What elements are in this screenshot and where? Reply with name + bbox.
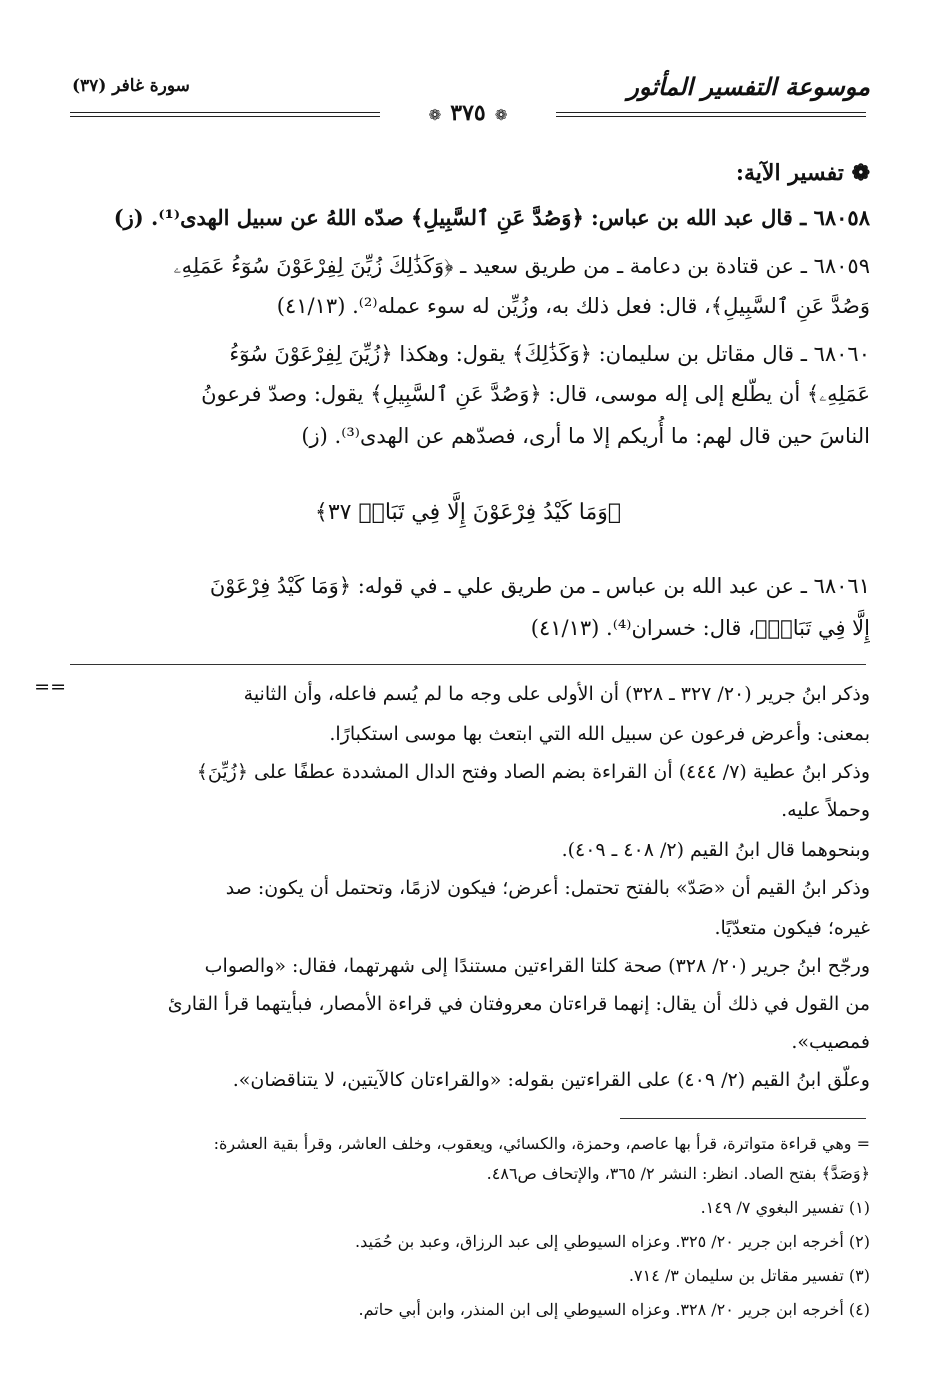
footnote-line: ﴿وَصَدَّ﴾ بفتح الصاد. انظر: النشر ٢/ ٣٦٥، والإتحاف ص٤٨٦. — [486, 1164, 870, 1183]
entry-line: عَمَلِهِۦ﴾ أن يطّلع إلى إله موسى، قال: ﴿وَصُدَّ عَنِ ٱلسَّبِيلِ﴾ يقول: وصدّ فرعونُ — [201, 382, 870, 406]
commentary-line: وذكر ابنُ عطية (٧/ ٤٤٤) أن القراءة بضم الصاد وفتح الدال المشددة عطفًا على ﴿زُيِّنَ﴾ — [196, 761, 870, 783]
commentary-line: وعلّق ابنُ القيم (٢/ ٤٠٩) على القراءتين بقوله: «والقراءتان كالآيتين، لا يتناقضان». — [232, 1069, 870, 1091]
surah-label: سورة غافر (٣٧) — [72, 76, 190, 96]
entry-line: وَصُدَّ عَنِ ٱلسَّبِيلِ﴾، قال: فعل ذلك به، وزُيِّن له سوء عمله⁽²⁾. (٤١/١٣) — [276, 294, 870, 318]
quran-verse: ﴿وَمَا كَيْدُ فِرْعَوْنَ إِلَّا فِي تَبَابٖ ٣٧﴾ — [314, 500, 622, 525]
commentary-line: من القول في ذلك أن يقال: إنهما قراءتان معروفتان في قراءة الأمصار، فبأيتهما قرأ القارئ — [167, 993, 870, 1015]
section-title-text: تفسير الآية: — [735, 160, 844, 186]
entry-line: ٦٨٠٥٨ ـ قال عبد الله بن عباس: ﴿وَصُدَّ عَنِ ٱلسَّبِيلِ﴾ صدّه اللهُ عن سبيل الهدى⁽¹⁾. (ز) — [113, 205, 870, 230]
commentary-line: غيره؛ فيكون متعدّيًا. — [714, 917, 870, 939]
footnote-rule — [620, 1118, 866, 1119]
entry-line: ٦٨٠٦٠ ـ قال مقاتل بن سليمان: ﴿وَكَذَٰلِكَ﴾ يقول: وهكذا ﴿زُيِّنَ لِفِرْعَوْنَ سُوٓءُ — [229, 342, 870, 366]
commentary-line: وذكر ابنُ جرير (٢٠/ ٣٢٧ ـ ٣٢٨) أن الأولى على وجه ما لم يُسم فاعله، وأن الثانية — [243, 683, 870, 705]
commentary-line: بمعنى: وأعرض فرعون عن سبيل الله التي ابتعث بها موسى استكبارًا. — [329, 723, 870, 745]
entry-line: ٦٨٠٥٩ ـ عن قتادة بن دعامة ـ من طريق سعيد ـ ﴿وَكَذَٰلِكَ زُيِّنَ لِفِرْعَوْنَ سُوٓءُ عَمَلِهِۦ — [173, 254, 870, 278]
ornament-icon: ❁ — [494, 106, 508, 124]
entry-line: إِلَّا فِي تَبَابٖ﴾، قال: خسران⁽⁴⁾. (٤١/١٣) — [530, 616, 870, 640]
entry-line: ٦٨٠٦١ ـ عن عبد الله بن عباس ـ من طريق علي ـ في قوله: ﴿وَمَا كَيْدُ فِرْعَوْنَ — [209, 574, 870, 598]
footnote-line: (٣) تفسير مقاتل بن سليمان ٣/ ٧١٤. — [628, 1266, 870, 1285]
commentary-line: وحملاً عليه. — [781, 799, 870, 821]
page-number-box — [380, 100, 556, 126]
flower-icon: ❁ — [851, 160, 870, 186]
book-title: موسوعة التفسير المأثور — [627, 72, 870, 101]
commentary-line: ورجّح ابنُ جرير (٢٠/ ٣٢٨) صحة كلتا القراءتين مستندًا إلى شهرتهما، فقال: «والصواب — [204, 955, 870, 977]
entry-line: الناسَ حين قال لهم: ما أُريكم إلا ما أرى، فصدّهم عن الهدى⁽³⁾. (ز) — [301, 424, 870, 448]
footnote-line: (١) تفسير البغوي ٧/ ١٤٩. — [700, 1198, 870, 1217]
ornament-icon: ❁ — [428, 106, 442, 124]
footnote-line: = وهي قراءة متواترة، قرأ بها عاصم، وحمزة، والكسائي، ويعقوب، وخلف العاشر، وقرأ بقية العشرة: — [213, 1134, 870, 1153]
footnote-line: (٢) أخرجه ابن جرير ٢٠/ ٣٢٥. وعزاه السيوطي إلى عبد الرزاق، وعبد بن حُمَيد. — [355, 1232, 870, 1251]
footnote-line: (٤) أخرجه ابن جرير ٢٠/ ٣٢٨. وعزاه السيوطي إلى ابن المنذر، وابن أبي حاتم. — [358, 1300, 870, 1319]
continuation-marker: == — [34, 676, 66, 698]
commentary-line: وذكر ابنُ القيم أن «صَدّ» بالفتح تحتمل: أعرض؛ فيكون لازمًا، وتحتمل أن يكون: صد — [225, 877, 870, 899]
commentary-line: وبنحوهما قال ابنُ القيم (٢/ ٤٠٨ ـ ٤٠٩). — [561, 839, 870, 861]
page-number: ٣٧٥ — [450, 100, 486, 126]
commentary-line: فمصيب». — [791, 1031, 870, 1053]
section-title — [736, 160, 870, 186]
commentary-divider — [70, 664, 866, 665]
